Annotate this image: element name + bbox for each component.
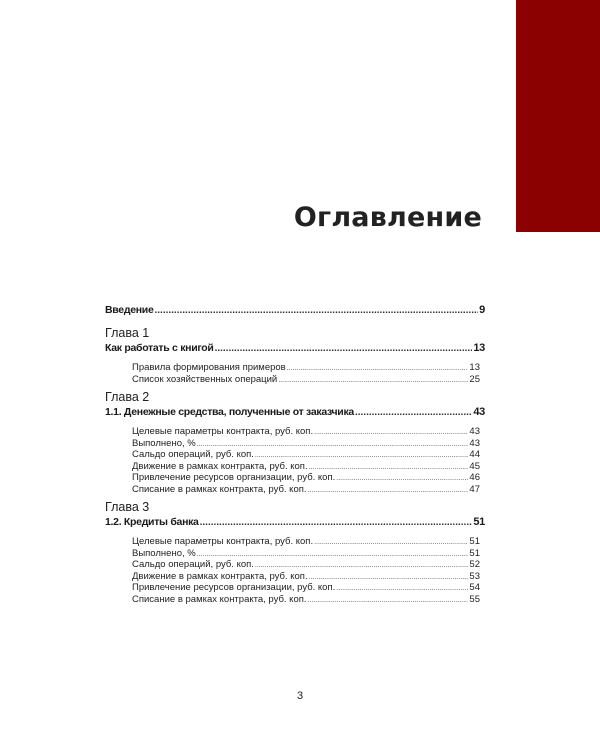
chapter-label: Глава 1 bbox=[105, 326, 150, 340]
toc-entry-intro[interactable] bbox=[105, 303, 485, 317]
toc-entry-label: 1.1. Денежные средства, полученные от заказчика bbox=[105, 406, 354, 418]
toc-entry-subitem[interactable] bbox=[105, 571, 480, 583]
toc-entry-page: 44 bbox=[469, 449, 480, 460]
toc-entry-subitem[interactable] bbox=[105, 582, 480, 594]
toc-entry-page: 52 bbox=[469, 559, 480, 570]
toc-entry-page: 25 bbox=[469, 373, 480, 385]
dot-leader bbox=[215, 342, 473, 356]
chapter-label: Глава 3 bbox=[105, 500, 150, 514]
dot-leader bbox=[278, 375, 468, 387]
toc-entry-page: 53 bbox=[469, 570, 480, 582]
toc-entry-subitem[interactable] bbox=[105, 438, 480, 450]
toc-entry-label: Сальдо операций, руб. коп. bbox=[132, 559, 254, 570]
chapter-label: Глава 2 bbox=[105, 390, 150, 404]
toc-entry-page: 13 bbox=[473, 342, 485, 354]
toc-entry-page: 43 bbox=[469, 426, 480, 437]
toc-entry-page: 46 bbox=[469, 472, 480, 483]
dot-leader bbox=[336, 583, 468, 595]
toc-entry-subitem[interactable] bbox=[105, 594, 480, 606]
toc-entry-page: 43 bbox=[473, 406, 485, 418]
toc-entry-label: 1.2. Кредиты банка bbox=[105, 516, 199, 528]
toc-entry-label: Привлечение ресурсов организации, руб. коп. bbox=[132, 472, 336, 483]
dot-leader bbox=[200, 516, 473, 530]
toc-entry-label: Сальдо операций, руб. коп. bbox=[132, 449, 254, 460]
toc-entry-chapter-heading[interactable] bbox=[105, 405, 485, 419]
dot-leader bbox=[154, 304, 478, 318]
toc-entry-subitem[interactable] bbox=[105, 362, 480, 374]
toc-entry-label: Движение в рамках контракта, руб. коп. bbox=[132, 460, 308, 472]
toc-entry-page: 43 bbox=[469, 437, 480, 449]
toc-entry-subitem[interactable] bbox=[105, 426, 480, 438]
toc-entry-subitem[interactable] bbox=[105, 536, 480, 548]
toc-entry-page: 47 bbox=[469, 483, 480, 495]
toc-entry-label: Списание в рамках контракта, руб. коп. bbox=[132, 483, 307, 495]
toc-entry-label: Движение в рамках контракта, руб. коп. bbox=[132, 570, 308, 582]
toc-entry-page: 51 bbox=[469, 536, 480, 547]
toc-entry-subitem[interactable] bbox=[105, 484, 480, 496]
toc-entry-subitem[interactable] bbox=[105, 472, 480, 484]
toc-entry-subitem[interactable] bbox=[105, 374, 480, 386]
toc-entry-label: Выполнено, % bbox=[132, 547, 196, 559]
toc-entry-label: Список хозяйственных операций bbox=[132, 373, 278, 385]
accent-bar bbox=[516, 0, 600, 232]
toc-entry-label: Целевые параметры контракта, руб. коп. bbox=[132, 536, 314, 547]
toc-entry-page: 45 bbox=[469, 460, 480, 472]
toc-entry-label: Списание в рамках контракта, руб. коп. bbox=[132, 593, 307, 605]
page-title: Оглавление bbox=[293, 202, 482, 233]
toc-entry-label: Введение bbox=[105, 304, 154, 316]
dot-leader bbox=[287, 363, 469, 375]
toc-entry-chapter-heading[interactable] bbox=[105, 515, 485, 529]
toc-entry-label: Целевые параметры контракта, руб. коп. bbox=[132, 426, 314, 437]
toc-entry-subitem[interactable] bbox=[105, 548, 480, 560]
page-number: 3 bbox=[296, 690, 304, 702]
toc-entry-subitem[interactable] bbox=[105, 449, 480, 461]
dot-leader bbox=[314, 537, 468, 549]
dot-leader bbox=[314, 427, 468, 439]
toc-entry-page: 13 bbox=[469, 362, 480, 373]
toc-entry-subitem[interactable] bbox=[105, 559, 480, 571]
toc-entry-page: 54 bbox=[469, 582, 480, 593]
table-of-contents bbox=[105, 303, 485, 605]
toc-entry-page: 9 bbox=[479, 304, 485, 316]
toc-entry-page: 51 bbox=[469, 547, 480, 559]
toc-entry-label: Привлечение ресурсов организации, руб. коп. bbox=[132, 582, 336, 593]
toc-entry-chapter-heading[interactable] bbox=[105, 341, 485, 355]
toc-entry-label: Выполнено, % bbox=[132, 437, 196, 449]
dot-leader bbox=[308, 485, 469, 497]
dot-leader bbox=[308, 595, 469, 607]
dot-leader bbox=[336, 473, 468, 485]
dot-leader bbox=[355, 406, 472, 420]
toc-entry-label: Правила формирования примеров bbox=[132, 362, 286, 373]
toc-entry-subitem[interactable] bbox=[105, 461, 480, 473]
toc-entry-page: 55 bbox=[469, 593, 480, 605]
toc-entry-page: 51 bbox=[473, 516, 485, 528]
toc-entry-label: Как работать с книгой bbox=[105, 342, 214, 354]
